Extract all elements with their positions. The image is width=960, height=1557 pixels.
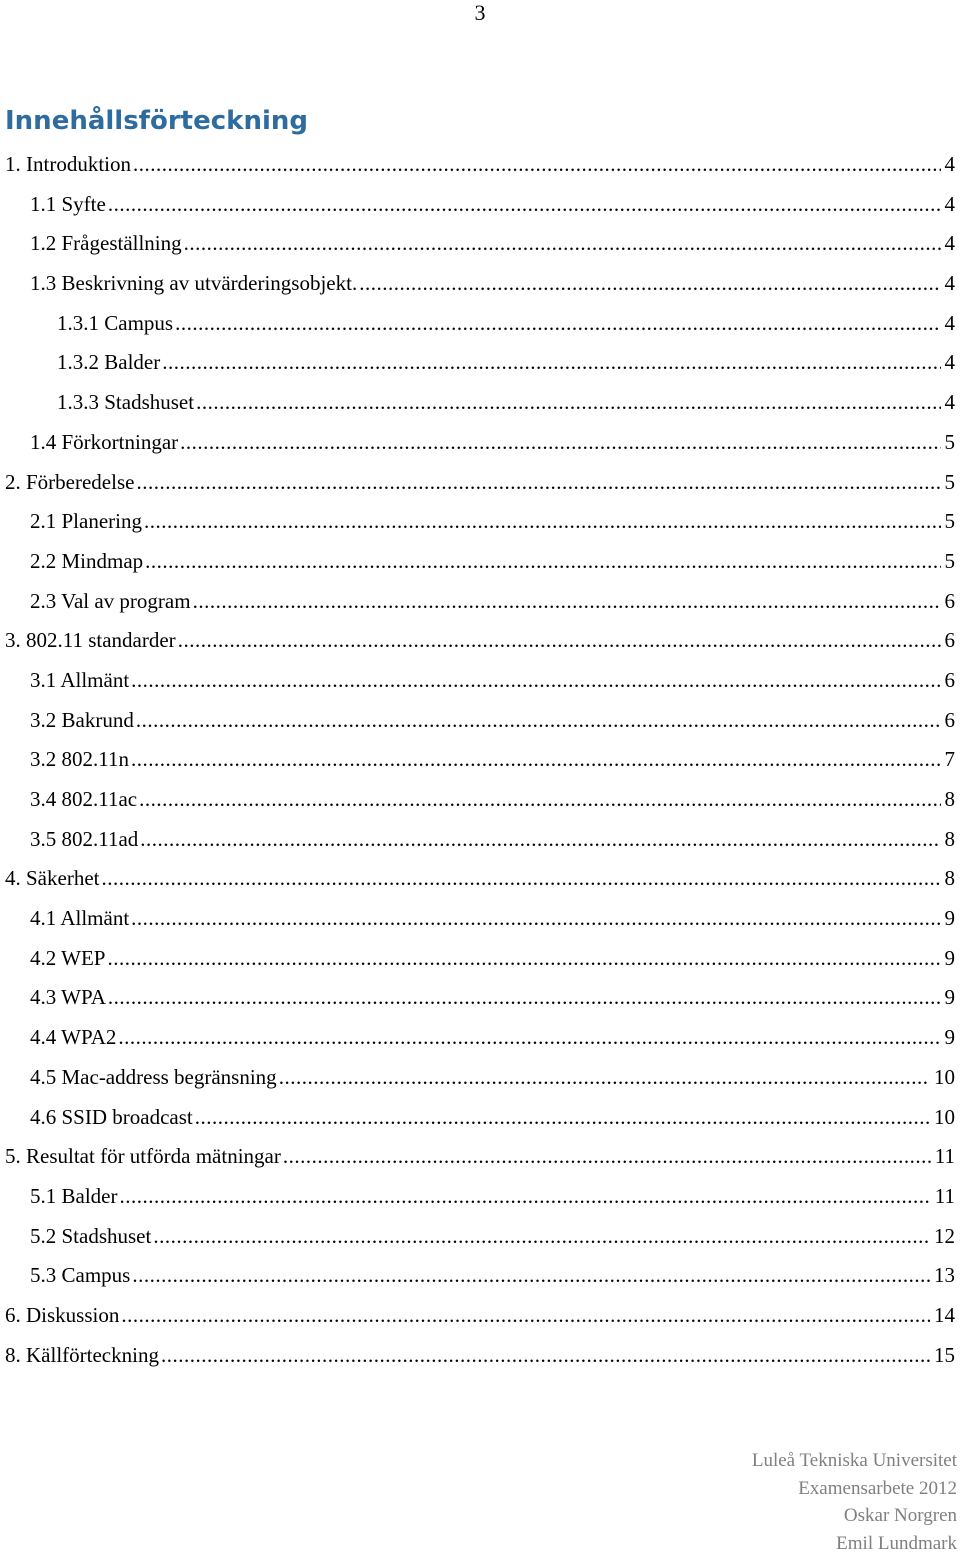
toc-entry-label: 3.2 Bakrund xyxy=(30,701,136,741)
toc-entry-label: 1.1 Syfte xyxy=(30,185,108,225)
toc-list xyxy=(0,145,955,1375)
toc-entry[interactable] xyxy=(0,661,955,701)
toc-entry-page: 9 xyxy=(941,899,956,939)
toc-entry-label: 2.1 Planering xyxy=(30,502,144,542)
toc-entry[interactable] xyxy=(0,621,955,661)
toc-entry[interactable] xyxy=(0,1296,955,1336)
toc-leader-dots xyxy=(121,1296,930,1336)
toc-entry-page: 11 xyxy=(931,1137,955,1177)
toc-entry-page: 4 xyxy=(941,224,956,264)
toc-entry-label: 5.1 Balder xyxy=(30,1177,119,1217)
toc-entry-label: 3. 802.11 standarder xyxy=(5,621,178,661)
toc-entry-page: 6 xyxy=(941,621,956,661)
toc-entry-label: 1.3 Beskrivning av utvärderingsobjekt. xyxy=(30,264,359,304)
toc-leader-dots xyxy=(196,383,940,423)
toc-entry-page: 14 xyxy=(930,1296,955,1336)
toc-entry-label: 4.2 WEP xyxy=(30,939,107,979)
toc-leader-dots xyxy=(101,859,940,899)
toc-entry[interactable] xyxy=(0,264,955,304)
toc-entry[interactable] xyxy=(0,780,955,820)
toc-leader-dots xyxy=(180,423,940,463)
toc-entry-page: 4 xyxy=(941,383,956,423)
footer-university: Luleå Tekniska Universitet xyxy=(752,1447,957,1475)
toc-leader-dots xyxy=(131,899,940,939)
toc-entry[interactable] xyxy=(0,1336,955,1376)
toc-entry-label: 1.4 Förkortningar xyxy=(30,423,180,463)
toc-leader-dots xyxy=(279,1058,930,1098)
toc-entry[interactable] xyxy=(0,899,955,939)
toc-leader-dots xyxy=(108,978,941,1018)
footer-author-1: Oskar Norgren xyxy=(752,1502,957,1530)
toc-title: Innehållsförteckning xyxy=(5,103,308,139)
toc-leader-dots xyxy=(359,264,940,304)
toc-leader-dots xyxy=(175,304,940,344)
toc-entry[interactable] xyxy=(0,145,955,185)
toc-entry[interactable] xyxy=(0,185,955,225)
toc-entry-page: 5 xyxy=(941,463,956,503)
toc-entry[interactable] xyxy=(0,1098,955,1138)
toc-entry-page: 9 xyxy=(941,978,956,1018)
toc-entry[interactable] xyxy=(0,1217,955,1257)
toc-entry-page: 11 xyxy=(931,1177,955,1217)
toc-entry-page: 13 xyxy=(930,1256,955,1296)
toc-leader-dots xyxy=(193,582,941,622)
toc-leader-dots xyxy=(133,145,941,185)
footer-thesis: Examensarbete 2012 xyxy=(752,1475,957,1503)
toc-entry[interactable] xyxy=(0,820,955,860)
toc-entry[interactable] xyxy=(0,542,955,582)
toc-leader-dots xyxy=(162,343,940,383)
toc-entry-label: 1.3.1 Campus xyxy=(57,304,175,344)
toc-entry[interactable] xyxy=(0,582,955,622)
toc-entry[interactable] xyxy=(0,978,955,1018)
toc-entry[interactable] xyxy=(0,224,955,264)
toc-entry-label: 4.6 SSID broadcast xyxy=(30,1098,195,1138)
toc-entry-label: 2. Förberedelse xyxy=(5,463,136,503)
toc-entry-page: 4 xyxy=(941,304,956,344)
toc-entry[interactable] xyxy=(0,304,955,344)
toc-entry[interactable] xyxy=(0,701,955,741)
toc-entry[interactable] xyxy=(0,343,955,383)
toc-entry[interactable] xyxy=(0,740,955,780)
toc-entry-label: 2.3 Val av program xyxy=(30,582,193,622)
toc-leader-dots xyxy=(184,224,941,264)
toc-entry-page: 5 xyxy=(941,423,956,463)
toc-entry-page: 4 xyxy=(941,145,956,185)
toc-entry-page: 12 xyxy=(930,1217,955,1257)
toc-entry-label: 3.2 802.11n xyxy=(30,740,131,780)
toc-entry[interactable] xyxy=(0,939,955,979)
toc-entry-page: 5 xyxy=(941,502,956,542)
toc-leader-dots xyxy=(145,542,940,582)
toc-leader-dots xyxy=(178,621,941,661)
toc-entry-label: 1. Introduktion xyxy=(5,145,133,185)
toc-leader-dots xyxy=(136,463,940,503)
toc-entry-page: 5 xyxy=(941,542,956,582)
toc-entry-page: 7 xyxy=(941,740,956,780)
toc-entry-page: 9 xyxy=(941,1018,956,1058)
toc-leader-dots xyxy=(108,185,941,225)
toc-leader-dots xyxy=(136,701,941,741)
toc-leader-dots xyxy=(140,820,940,860)
toc-leader-dots xyxy=(132,1256,930,1296)
toc-entry-page: 10 xyxy=(930,1058,955,1098)
toc-entry-page: 9 xyxy=(941,939,956,979)
toc-entry-label: 4.5 Mac-address begränsning xyxy=(30,1058,279,1098)
toc-entry-page: 6 xyxy=(941,582,956,622)
toc-entry-label: 5.3 Campus xyxy=(30,1256,132,1296)
footer-author-2: Emil Lundmark xyxy=(752,1530,957,1557)
toc-entry-page: 10 xyxy=(930,1098,955,1138)
toc-entry-label: 3.1 Allmänt xyxy=(30,661,131,701)
toc-entry-label: 5.2 Stadshuset xyxy=(30,1217,153,1257)
toc-entry[interactable] xyxy=(0,1018,955,1058)
toc-entry-label: 1.3.3 Stadshuset xyxy=(57,383,196,423)
toc-entry-page: 15 xyxy=(930,1336,955,1376)
toc-entry[interactable] xyxy=(0,1177,955,1217)
toc-entry-label: 3.5 802.11ad xyxy=(30,820,140,860)
toc-entry-label: 4.1 Allmänt xyxy=(30,899,131,939)
toc-entry-page: 6 xyxy=(941,661,956,701)
toc-leader-dots xyxy=(283,1137,931,1177)
toc-entry[interactable] xyxy=(0,502,955,542)
toc-entry[interactable] xyxy=(0,463,955,503)
toc-leader-dots xyxy=(139,780,940,820)
toc-entry-page: 4 xyxy=(941,185,956,225)
toc-entry-label: 5. Resultat för utförda mätningar xyxy=(5,1137,283,1177)
toc-entry-label: 1.2 Frågeställning xyxy=(30,224,184,264)
toc-entry[interactable] xyxy=(0,1058,955,1098)
toc-entry-label: 4.4 WPA2 xyxy=(30,1018,118,1058)
toc-leader-dots xyxy=(118,1018,940,1058)
toc-entry[interactable] xyxy=(0,859,955,899)
toc-entry-label: 1.3.2 Balder xyxy=(57,343,162,383)
toc-leader-dots xyxy=(144,502,941,542)
toc-entry-label: 4. Säkerhet xyxy=(5,859,101,899)
toc-leader-dots xyxy=(161,1336,930,1376)
toc-entry-label: 3.4 802.11ac xyxy=(30,780,139,820)
toc-entry[interactable] xyxy=(0,383,955,423)
toc-leader-dots xyxy=(131,740,941,780)
toc-entry-page: 8 xyxy=(941,859,956,899)
toc-leader-dots xyxy=(153,1217,930,1257)
toc-entry[interactable] xyxy=(0,1256,955,1296)
page-number: 3 xyxy=(0,0,960,26)
toc-entry-label: 4.3 WPA xyxy=(30,978,108,1018)
footer xyxy=(752,1447,957,1557)
toc-entry-label: 8. Källförteckning xyxy=(5,1336,161,1376)
toc-entry-label: 2.2 Mindmap xyxy=(30,542,145,582)
toc-entry-page: 8 xyxy=(941,820,956,860)
toc-entry-label: 6. Diskussion xyxy=(5,1296,121,1336)
toc-entry[interactable] xyxy=(0,1137,955,1177)
toc-entry-page: 4 xyxy=(941,343,956,383)
toc-leader-dots xyxy=(107,939,940,979)
toc-leader-dots xyxy=(119,1177,930,1217)
toc-entry-page: 8 xyxy=(941,780,956,820)
toc-leader-dots xyxy=(195,1098,930,1138)
toc-entry[interactable] xyxy=(0,423,955,463)
toc-entry-page: 4 xyxy=(941,264,956,304)
toc-leader-dots xyxy=(131,661,940,701)
toc-entry-page: 6 xyxy=(941,701,956,741)
